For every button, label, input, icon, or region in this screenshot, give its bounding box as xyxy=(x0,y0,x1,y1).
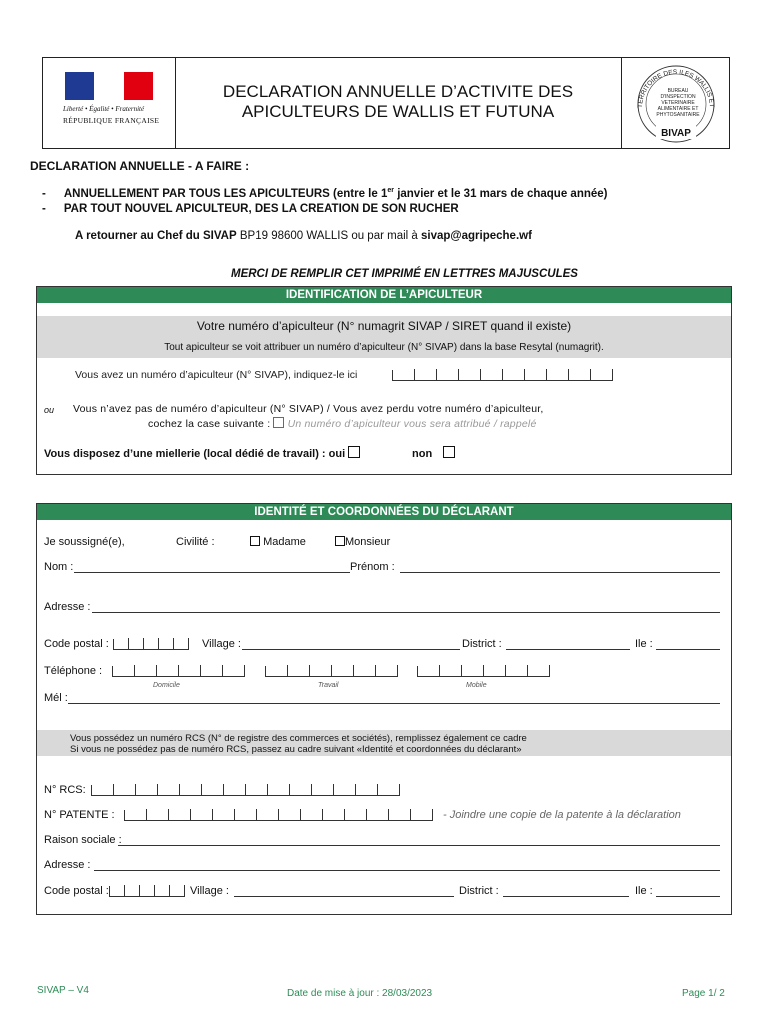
district-field[interactable] xyxy=(506,649,630,650)
svg-text:VETERINAIRE: VETERINAIRE xyxy=(661,100,695,106)
raison-field[interactable] xyxy=(118,845,720,846)
village-field[interactable] xyxy=(242,649,460,650)
intro-heading: DECLARATION ANNUELLE - A FAIRE : xyxy=(30,159,250,173)
miellerie-question: Vous disposez d’une miellerie (local dédié de travail) : oui xyxy=(44,446,360,460)
tick-box-label: cochez la case suivante : Un numéro d’apiculteur vous sera attribué / rappelé xyxy=(148,418,537,430)
have-number-label: Vous avez un numéro d’apiculteur (N° SIVAP), indiquez-le ici xyxy=(75,369,358,381)
identity-title: IDENTITÉ ET COORDONNÉES DU DÉCLARANT xyxy=(37,504,731,520)
rcs-field[interactable] xyxy=(91,784,400,797)
sivap-number-field[interactable] xyxy=(392,369,613,382)
code-postal2-field[interactable] xyxy=(109,885,185,898)
miellerie-non: non xyxy=(412,446,455,460)
patente-field[interactable] xyxy=(124,809,433,822)
madame-checkbox[interactable] xyxy=(250,536,260,546)
bullet-2: - PAR TOUT NOUVEL APICULTEUR, DES LA CREATION DE SON RUCHER xyxy=(42,203,459,215)
patente-label: N° PATENTE : xyxy=(44,809,115,821)
caps-note: MERCI DE REMPLIR CET IMPRIMÉ EN LETTRES MAJUSCULES xyxy=(231,268,578,280)
prenom-field[interactable] xyxy=(400,572,720,573)
soussigne-label: Je soussigné(e), xyxy=(44,536,125,548)
logo-republic: RÉPUBLIQUE FRANÇAISE xyxy=(63,116,160,125)
village2-label: Village : xyxy=(190,885,229,897)
svg-text:ALIMENTAIRE ET: ALIMENTAIRE ET xyxy=(657,106,699,112)
nom-label: Nom : xyxy=(44,561,74,573)
telephone-label: Téléphone : xyxy=(44,665,103,677)
raison-label: Raison sociale : xyxy=(44,834,122,846)
republique-logo xyxy=(61,72,161,132)
no-number-label: Vous n’avez pas de numéro d’apiculteur (N° SIVAP) / Vous avez perdu votre numéro d’apiculteur, xyxy=(73,403,544,415)
attribution-checkbox[interactable] xyxy=(273,417,284,428)
rcs-note-1: Vous possédez un numéro RCS (N° de registre des commerces et sociétés), remplissez également ce cadre xyxy=(70,733,527,744)
ile2-label: Ile : xyxy=(635,885,653,897)
adresse2-label: Adresse : xyxy=(44,859,91,871)
district2-label: District : xyxy=(459,885,499,897)
sivap-mail-link[interactable]: sivap@agripeche.wf xyxy=(421,230,532,242)
ou-label: ou xyxy=(44,405,55,415)
nom-field[interactable] xyxy=(74,572,350,573)
code-postal-field[interactable] xyxy=(113,638,189,651)
adresse2-field[interactable] xyxy=(94,870,720,871)
code-postal-label: Code postal : xyxy=(44,638,109,650)
mel-field[interactable] xyxy=(68,703,720,704)
return-line: A retourner au Chef du SIVAP BP19 98600 WALLIS ou par mail à sivap@agripeche.wf xyxy=(75,230,532,242)
mel-label: Mél : xyxy=(44,692,68,704)
adresse-field[interactable] xyxy=(92,612,720,613)
ile2-field[interactable] xyxy=(656,896,720,897)
district2-field[interactable] xyxy=(503,896,629,897)
phone-mobile-field[interactable] xyxy=(417,665,550,678)
svg-text:BUREAU: BUREAU xyxy=(667,88,689,94)
resytal-note: Tout apiculteur se voit attribuer un numéro d’apiculteur (N° SIVAP) dans la base Resytal (numagrit). xyxy=(164,342,604,353)
miellerie-oui-checkbox[interactable] xyxy=(348,446,360,458)
footer-date: Date de mise à jour : 28/03/2023 xyxy=(287,988,433,999)
phone-domicile-field[interactable] xyxy=(112,665,245,678)
bivap-seal xyxy=(626,62,726,144)
monsieur-option[interactable]: Monsieur xyxy=(335,536,390,548)
monsieur-checkbox[interactable] xyxy=(335,536,345,546)
logo-motto: Liberté • Égalité • Fraternité xyxy=(63,105,145,113)
page-title: DECLARATION ANNUELLE D’ACTIVITE DES APICULTEURS DE WALLIS ET FUTUNA xyxy=(222,82,574,121)
footer-page: Page 1/ 2 xyxy=(682,988,725,999)
bullet-1: - ANNUELLEMENT PAR TOUS LES APICULTEURS (entre le 1er janvier et le 31 mars de chaque année) xyxy=(42,187,608,200)
district-label: District : xyxy=(462,638,502,650)
svg-text:BIVAP: BIVAP xyxy=(661,128,691,139)
footer-version: SIVAP – V4 xyxy=(37,985,89,996)
ile-field[interactable] xyxy=(656,649,720,650)
miellerie-non-checkbox[interactable] xyxy=(443,446,455,458)
domicile-caption: Domicile xyxy=(153,682,180,689)
svg-text:PHYTOSANITAIRE: PHYTOSANITAIRE xyxy=(656,112,700,118)
mobile-caption: Mobile xyxy=(466,682,487,689)
header-box xyxy=(42,57,730,149)
rcs-label: N° RCS: xyxy=(44,784,86,796)
madame-option[interactable]: Madame xyxy=(250,536,306,548)
travail-caption: Travail xyxy=(318,682,339,689)
code-postal2-label: Code postal : xyxy=(44,885,109,897)
rcs-note-2: Si vous ne possédez pas de numéro RCS, passez au cadre suivant «Identité et coordonnées du déclarant» xyxy=(70,744,522,755)
svg-text:TERRITOIRE DES ILES WALLIS ET: TERRITOIRE DES ILES WALLIS ET xyxy=(636,68,716,109)
prenom-label: Prénom : xyxy=(350,561,395,573)
patente-note: - Joindre une copie de la patente à la déclaration xyxy=(443,809,681,821)
identification-title: IDENTIFICATION DE L’APICULTEUR xyxy=(37,287,731,303)
svg-text:D'INSPECTION: D'INSPECTION xyxy=(660,94,696,100)
phone-travail-field[interactable] xyxy=(265,665,398,678)
ile-label: Ile : xyxy=(635,638,653,650)
village2-field[interactable] xyxy=(234,896,454,897)
adresse-label: Adresse : xyxy=(44,601,91,613)
village-label: Village : xyxy=(202,638,241,650)
civilite-label: Civilité : xyxy=(176,536,215,548)
numagrit-heading: Votre numéro d’apiculteur (N° numagrit SIVAP / SIRET quand il existe) xyxy=(196,319,572,333)
